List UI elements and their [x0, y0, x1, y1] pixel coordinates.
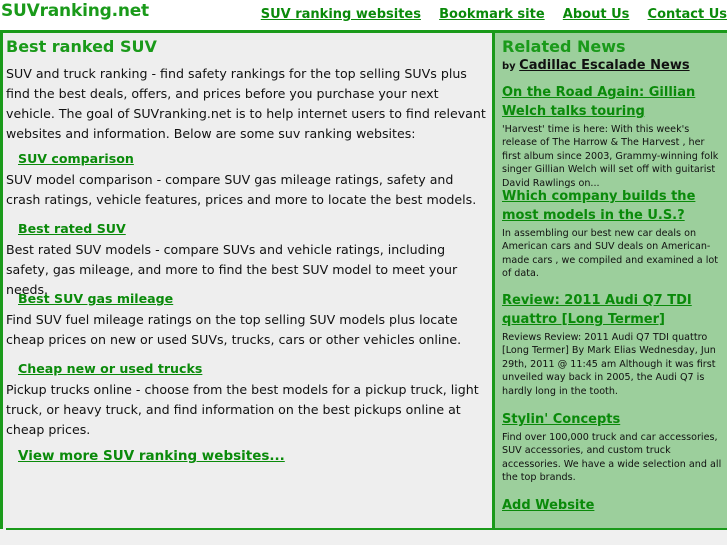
- news-desc: In assembling our best new car deals on American cars and SUV deals on American-made cars , we compiled and examined a lot of data.: [502, 228, 719, 280]
- view-more-link[interactable]: View more SUV ranking websites...: [18, 448, 285, 464]
- nav-about-us[interactable]: About Us: [562, 7, 630, 22]
- nav-contact-us[interactable]: Contact Us: [647, 7, 727, 22]
- sidebar-title: Related News: [502, 37, 626, 56]
- news-link[interactable]: Which company builds the most models in the U.S.?: [502, 189, 696, 223]
- listing-desc: Pickup trucks online - choose from the best models for a pickup truck, light truck, or heavy truck, and find information on the best pickups online at cheap prices.: [6, 382, 479, 437]
- top-nav: [247, 7, 727, 22]
- news-source-link[interactable]: Cadillac Escalade News: [519, 58, 690, 73]
- news-desc: Reviews Review: 2011 Audi Q7 TDI quattro [Long Termer] By Mark Elias Wednesday, Jun 29th, 2011 @ 11:45 am Although it was first unveiled way back in 2005, the Audi Q7 is hardly long in the tooth.: [502, 332, 716, 397]
- main-content: [0, 30, 492, 529]
- related-news-sidebar: [492, 30, 727, 529]
- by-label: by: [502, 61, 516, 72]
- news-item: [502, 410, 724, 485]
- news-item: [502, 83, 724, 190]
- news-desc: 'Harvest' time is here: With this week's release of The Harrow & The Harvest , her first album since 2003, Grammy-winning folk singer Gillian Welch will set off with guitarist David Rawlings on...: [502, 124, 719, 189]
- news-link[interactable]: On the Road Again: Gillian Welch talks touring: [502, 85, 696, 119]
- header: [0, 0, 727, 30]
- listing-link-best-rated-suv[interactable]: Best rated SUV: [18, 221, 126, 236]
- news-source: [502, 58, 690, 73]
- listing-desc: Best rated SUV models - compare SUVs and vehicle ratings, including safety, gas mileage, and more to find the best SUV model to meet your needs.: [6, 242, 458, 297]
- listing-link-cheap-trucks[interactable]: Cheap new or used trucks: [18, 361, 203, 376]
- news-link[interactable]: Review: 2011 Audi Q7 TDI quattro [Long Termer]: [502, 293, 692, 327]
- nav-bookmark-site[interactable]: Bookmark site: [439, 7, 545, 22]
- news-desc: Find over 100,000 truck and car accessories, SUV accessories, and custom truck accessories. We have a wide selection and all the top brands.: [502, 432, 722, 484]
- listing-link-best-suv-gas-mileage[interactable]: Best SUV gas mileage: [18, 291, 174, 306]
- listing-item: [6, 360, 488, 440]
- listing-item: [6, 220, 488, 300]
- intro-text: SUV and truck ranking - find safety rankings for the top selling SUVs plus find the best deals, offers, and prices before you purchase your next vehicle. The goal of SUVranking.net is to help internet users to find relevant websites and information. Below are some suv ranking websites:: [6, 66, 486, 141]
- site-logo[interactable]: SUVranking.net: [1, 1, 149, 21]
- listing-desc: SUV model comparison - compare SUV gas mileage ratings, safety and crash ratings, vehicle features, prices and more to locate the best models.: [6, 172, 477, 207]
- nav-suv-ranking-websites[interactable]: SUV ranking websites: [260, 7, 421, 22]
- listing-item: [6, 290, 488, 350]
- news-item: [502, 291, 724, 398]
- news-item: [502, 187, 724, 281]
- footer-divider: [6, 528, 727, 530]
- main-title: Best ranked SUV: [6, 37, 157, 56]
- listing-item: [6, 150, 488, 210]
- add-website-link[interactable]: Add Website: [502, 498, 595, 513]
- news-link[interactable]: Stylin' Concepts: [502, 412, 621, 427]
- listing-link-suv-comparison[interactable]: SUV comparison: [18, 151, 134, 166]
- listing-desc: Find SUV fuel mileage ratings on the top selling SUV models plus locate cheap prices on new or used SUVs, trucks, cars or other vehicles online.: [6, 312, 462, 347]
